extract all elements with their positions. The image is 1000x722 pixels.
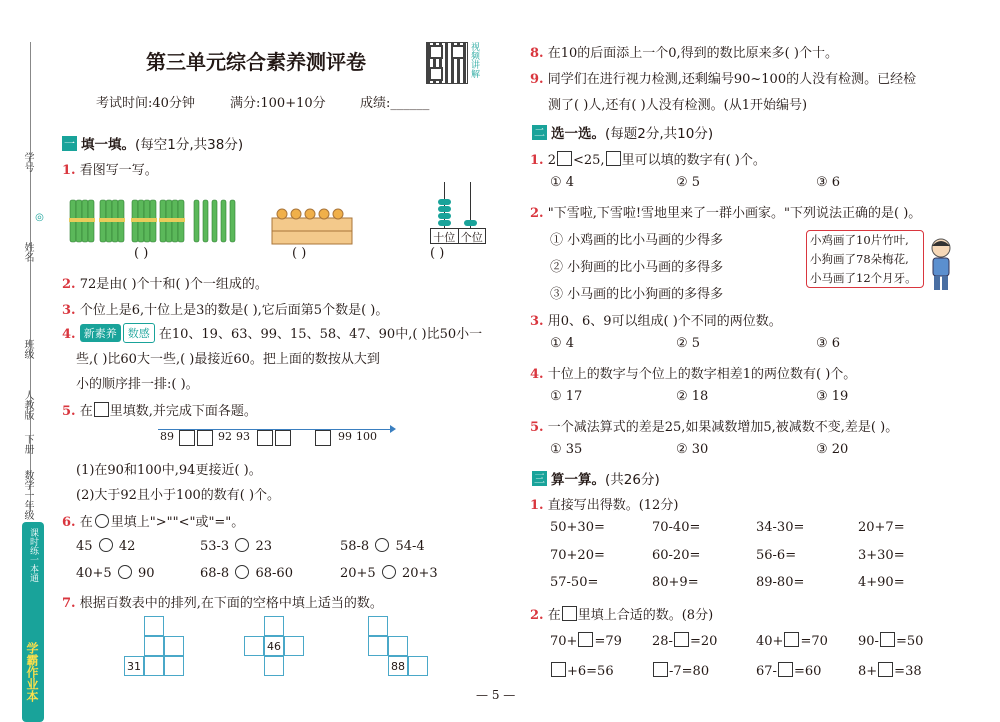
- q-number: 2.: [530, 206, 544, 221]
- abacus-bead: [438, 199, 451, 205]
- q1-9-line1: 同学们在进行视力检测,还剩编号90~100的人没有检测。已经检: [547, 72, 917, 87]
- abacus-bead: [464, 220, 477, 226]
- grid-cell[interactable]: [408, 656, 428, 676]
- q-number: 7.: [62, 596, 76, 611]
- grid-cell: 46: [264, 636, 284, 656]
- abacus-tens-label: 十位: [431, 229, 459, 243]
- q1-1-blank-a[interactable]: ( ): [134, 246, 149, 261]
- q2-1-b: <25,: [573, 153, 605, 168]
- abacus-base: [430, 228, 486, 244]
- stick-bundles-image: [68, 196, 240, 246]
- q1-4-tag-sense: 数感: [123, 323, 155, 343]
- page-number: — 5 —: [476, 688, 516, 702]
- calc-grid: [550, 520, 970, 600]
- boy-figure-svg: [928, 236, 954, 292]
- boy-figure-icon: [928, 236, 954, 292]
- section-1-score: (每空1分,共38分): [135, 137, 244, 153]
- q2-4-opt-3[interactable]: ③ 19: [816, 389, 849, 404]
- nl-box[interactable]: [257, 430, 273, 446]
- answer-box-icon: [606, 151, 621, 166]
- grid-cell[interactable]: [164, 636, 184, 656]
- answer-box-icon: [562, 606, 577, 621]
- q2-1-a: 2: [547, 153, 556, 168]
- q1-5-text-a: 在: [79, 404, 93, 419]
- q1-4-line1: 在10、19、63、99、15、58、47、90中,( )比50小一: [158, 327, 483, 342]
- q2-1-opt-2[interactable]: ② 5: [676, 175, 701, 190]
- q1-2: [62, 273, 268, 292]
- sidebar-banji: 班级: [22, 339, 33, 359]
- fill-item[interactable]: 28- =20: [652, 634, 718, 649]
- sidebar-grade: 数学一年级: [22, 470, 33, 520]
- q-number: 9.: [530, 72, 544, 87]
- q-number: 4.: [530, 367, 544, 382]
- cube-block-svg: [270, 206, 354, 246]
- q1-1-text: 看图写一写。: [79, 163, 158, 178]
- cmp-item[interactable]: 58-8 54-4: [340, 539, 425, 554]
- q2-2-opt-3[interactable]: ③ 小马画的比小狗画的多得多: [550, 287, 724, 302]
- abacus-bead: [438, 220, 451, 226]
- q2-5: [530, 416, 898, 435]
- sidebar-xingming: 姓名: [22, 242, 33, 262]
- grid-cell[interactable]: [244, 636, 264, 656]
- sidebar-brand: 学霸作业本: [25, 642, 39, 702]
- fill-item[interactable]: -7=80: [652, 662, 709, 679]
- q2-3-opt-3[interactable]: ③ 6: [816, 336, 841, 351]
- section-1-number: 一: [64, 137, 75, 150]
- answer-box-icon: [94, 402, 109, 417]
- q1-4: [62, 323, 482, 343]
- note-line-1: 小鸡画了10片竹叶,: [810, 233, 909, 247]
- q-number: 8.: [530, 46, 544, 61]
- q1-4-tag-new: 新素养: [80, 324, 121, 342]
- q1-5-2: (2)大于92且小于100的数有( )个。: [76, 488, 281, 503]
- q2-2: [530, 202, 921, 221]
- fill-item[interactable]: +6=56: [550, 662, 614, 679]
- calc-item[interactable]: 20+7=: [858, 520, 905, 535]
- q-number: 5.: [530, 420, 544, 435]
- calc-item[interactable]: 3+30=: [858, 548, 905, 563]
- q2-5-opt-1[interactable]: ① 35: [550, 442, 583, 457]
- nl-box[interactable]: [179, 430, 195, 446]
- nl-89: 89: [160, 430, 174, 443]
- section-2-title: 选一选。: [551, 126, 605, 142]
- q-number: 1.: [62, 163, 76, 178]
- sidebar-banner: [22, 522, 44, 722]
- q2-2-text: "下雪啦,下雪啦!雪地里来了一群小画家。"下列说法正确的是( )。: [547, 206, 922, 221]
- calc-item[interactable]: 56-6=: [756, 548, 797, 563]
- abacus-bead: [438, 213, 451, 219]
- q3-1-text: 直接写出得数。(12分): [547, 498, 679, 513]
- exam-result: 成绩:______: [360, 96, 430, 111]
- calc-item[interactable]: 50+30=: [550, 520, 605, 535]
- q2-1-opt-3[interactable]: ③ 6: [816, 175, 841, 190]
- nl-93: 93: [236, 430, 250, 443]
- q1-1-blank-b[interactable]: ( ): [292, 246, 307, 261]
- fill-item[interactable]: 70+ =79: [550, 634, 622, 649]
- q2-5-opt-2[interactable]: ② 30: [676, 442, 709, 457]
- note-line-3: 小马画了12个月牙。: [810, 271, 917, 285]
- abacus-image: [430, 182, 486, 242]
- q1-5: [62, 400, 257, 419]
- q-number: 3.: [62, 303, 76, 318]
- fill-item[interactable]: 40+ =70: [756, 634, 828, 649]
- q2-3: [530, 310, 782, 329]
- q-number: 1.: [530, 153, 544, 168]
- q2-2-opt-1[interactable]: ① 小鸡画的比小马画的少得多: [550, 233, 724, 248]
- q-number: 2.: [530, 608, 544, 623]
- fill-item[interactable]: 90- =50: [858, 634, 924, 649]
- qr-label: 视频讲解: [469, 42, 479, 78]
- q-number: 6.: [62, 515, 76, 530]
- q1-5-1: (1)在90和100中,94更接近( )。: [76, 463, 262, 478]
- q3-2-text-b: 里填上合适的数。(8分): [577, 608, 714, 623]
- cmp-item[interactable]: 20+5 20+3: [340, 566, 438, 581]
- grid-cell: 31: [124, 656, 144, 676]
- sidebar-series: 课时练一本通: [28, 528, 38, 582]
- q1-3-text: 个位上是6,十位上是3的数是( ),它后面第5个数是( )。: [79, 303, 389, 318]
- fill-grid: [550, 632, 970, 682]
- fill-item[interactable]: 8+ =38: [858, 664, 922, 679]
- qr-corner: [429, 45, 443, 59]
- calc-item[interactable]: 89-80=: [756, 575, 805, 590]
- q1-5-text-b: 里填数,并完成下面各题。: [109, 404, 257, 419]
- abacus-ones-label: 个位: [460, 231, 483, 244]
- q-number: 3.: [530, 314, 544, 329]
- hundred-grid-3: [368, 616, 448, 680]
- grid-cell[interactable]: [144, 616, 164, 636]
- q2-5-opt-3[interactable]: ③ 20: [816, 442, 849, 457]
- binding-sidebar: [22, 42, 48, 708]
- q1-1-blank-c[interactable]: ( ): [430, 246, 445, 261]
- sidebar-semester: 下册: [22, 434, 33, 454]
- grid-cell[interactable]: [144, 636, 164, 656]
- number-line-arrow-icon: [390, 425, 396, 433]
- nl-box[interactable]: [197, 430, 213, 446]
- nl-box[interactable]: [275, 430, 291, 446]
- qr-code[interactable]: [426, 42, 468, 84]
- cmp-item[interactable]: 53-3 23: [200, 539, 273, 554]
- sidebar-dot-1: ◎: [34, 212, 45, 223]
- q1-6-text-b: 里填上">""<"或"="。: [110, 515, 245, 530]
- note-line-2: 小狗画了78朵梅花,: [810, 252, 909, 266]
- q1-6-text-a: 在: [79, 515, 93, 530]
- grid-cell[interactable]: [388, 636, 408, 656]
- q1-4-line3: 小的顺序排一排:( )。: [76, 377, 199, 392]
- info-note-box: [806, 230, 924, 288]
- hundred-grid-1: [124, 616, 204, 680]
- q-number: 4.: [62, 327, 76, 342]
- q1-1: [62, 159, 158, 178]
- section-3-header: [532, 468, 660, 488]
- section-2-header: [532, 122, 713, 142]
- q2-5-text: 一个减法算式的差是25,如果减数增加5,被减数不变,差是( )。: [547, 420, 899, 435]
- q1-8: [530, 42, 838, 61]
- section-2-number: 二: [534, 126, 545, 139]
- sidebar-xuehao: 学号: [22, 152, 33, 172]
- abacus-bead: [438, 206, 451, 212]
- q1-9: [530, 68, 916, 87]
- answer-box-icon: [557, 151, 572, 166]
- q1-2-text: 72是由( )个十和( )个一组成的。: [79, 277, 268, 292]
- exam-time: 考试时间:40分钟: [96, 96, 195, 111]
- nl-99: 99: [338, 430, 352, 443]
- q2-4: [530, 363, 856, 382]
- calc-item[interactable]: 4+90=: [858, 575, 905, 590]
- section-3-number: 三: [534, 472, 545, 485]
- nl-100: 100: [356, 430, 377, 443]
- sidebar-edition: 人教版: [22, 390, 33, 420]
- q3-2-text-a: 在: [547, 608, 561, 623]
- exam-full-score: 满分:100+10分: [230, 96, 326, 111]
- q2-1-c: 里可以填的数字有( )个。: [621, 153, 766, 168]
- q2-1-opt-1[interactable]: ① 4: [550, 175, 575, 190]
- q1-7-text: 根据百数表中的排列,在下面的空格中填上适当的数。: [79, 596, 383, 611]
- fill-item[interactable]: 67- =60: [756, 664, 822, 679]
- q3-1: [530, 494, 678, 513]
- q1-7: [62, 592, 383, 611]
- cmp-item[interactable]: 68-8 68-60: [200, 566, 293, 581]
- q2-4-text: 十位上的数字与个位上的数字相差1的两位数有( )个。: [547, 367, 857, 382]
- grid-cell[interactable]: [144, 656, 164, 676]
- calc-item[interactable]: 34-30=: [756, 520, 805, 535]
- q1-9-line2: 测了( )人,还有( )人没有检测。(从1开始编号): [548, 98, 808, 113]
- q3-2: [530, 604, 713, 623]
- grid-cell[interactable]: [368, 616, 388, 636]
- q1-4-line2: 些,( )比60大一些,( )最接近60。把上面的数按从大到: [76, 352, 380, 367]
- q1-6: [62, 511, 244, 530]
- grid-cell: 88: [388, 656, 408, 676]
- calc-item[interactable]: 80+9=: [652, 575, 699, 590]
- nl-92: 92: [218, 430, 232, 443]
- qr-corner: [429, 67, 443, 81]
- calc-item[interactable]: 70-40=: [652, 520, 701, 535]
- section-3-title: 算一算。: [551, 472, 605, 488]
- qr-corner: [451, 45, 465, 59]
- grid-cell[interactable]: [368, 636, 388, 656]
- grid-cell[interactable]: [264, 616, 284, 636]
- q2-3-text: 用0、6、9可以组成( )个不同的两位数。: [547, 314, 782, 329]
- cmp-item[interactable]: 45 42: [76, 539, 136, 554]
- q2-4-opt-2[interactable]: ② 18: [676, 389, 709, 404]
- hundred-grid-2: [244, 616, 324, 680]
- q2-4-opt-1[interactable]: ① 17: [550, 389, 583, 404]
- grid-cell[interactable]: [284, 636, 304, 656]
- q1-3: [62, 299, 388, 318]
- q2-3-opt-1[interactable]: ① 4: [550, 336, 575, 351]
- grid-cell[interactable]: [164, 656, 184, 676]
- q2-3-opt-2[interactable]: ② 5: [676, 336, 701, 351]
- calc-item[interactable]: 70+20=: [550, 548, 605, 563]
- q-number: 2.: [62, 277, 76, 292]
- section-2-score: (每题2分,共10分): [605, 126, 714, 142]
- compare-circle-icon: [95, 514, 109, 528]
- q1-8-text: 在10的后面添上一个0,得到的数比原来多( )个十。: [547, 46, 838, 61]
- q-number: 1.: [530, 498, 544, 513]
- calc-item[interactable]: 60-20=: [652, 548, 701, 563]
- page-title: 第三单元综合素养测评卷: [146, 50, 366, 74]
- number-line: [158, 426, 398, 450]
- cube-block-image: [270, 206, 354, 246]
- nl-box[interactable]: [315, 430, 331, 446]
- section-1-title: 填一填。: [81, 137, 135, 153]
- q2-1: [530, 149, 766, 168]
- calc-item[interactable]: 57-50=: [550, 575, 599, 590]
- grid-cell[interactable]: [264, 656, 284, 676]
- stick-bundles-svg: [68, 196, 240, 246]
- section-1-header: [62, 133, 243, 153]
- section-3-score: (共26分): [605, 472, 660, 488]
- q-number: 5.: [62, 404, 76, 419]
- q2-2-opt-2[interactable]: ② 小狗画的比小马画的多得多: [550, 260, 724, 275]
- cmp-item[interactable]: 40+5 90: [76, 566, 155, 581]
